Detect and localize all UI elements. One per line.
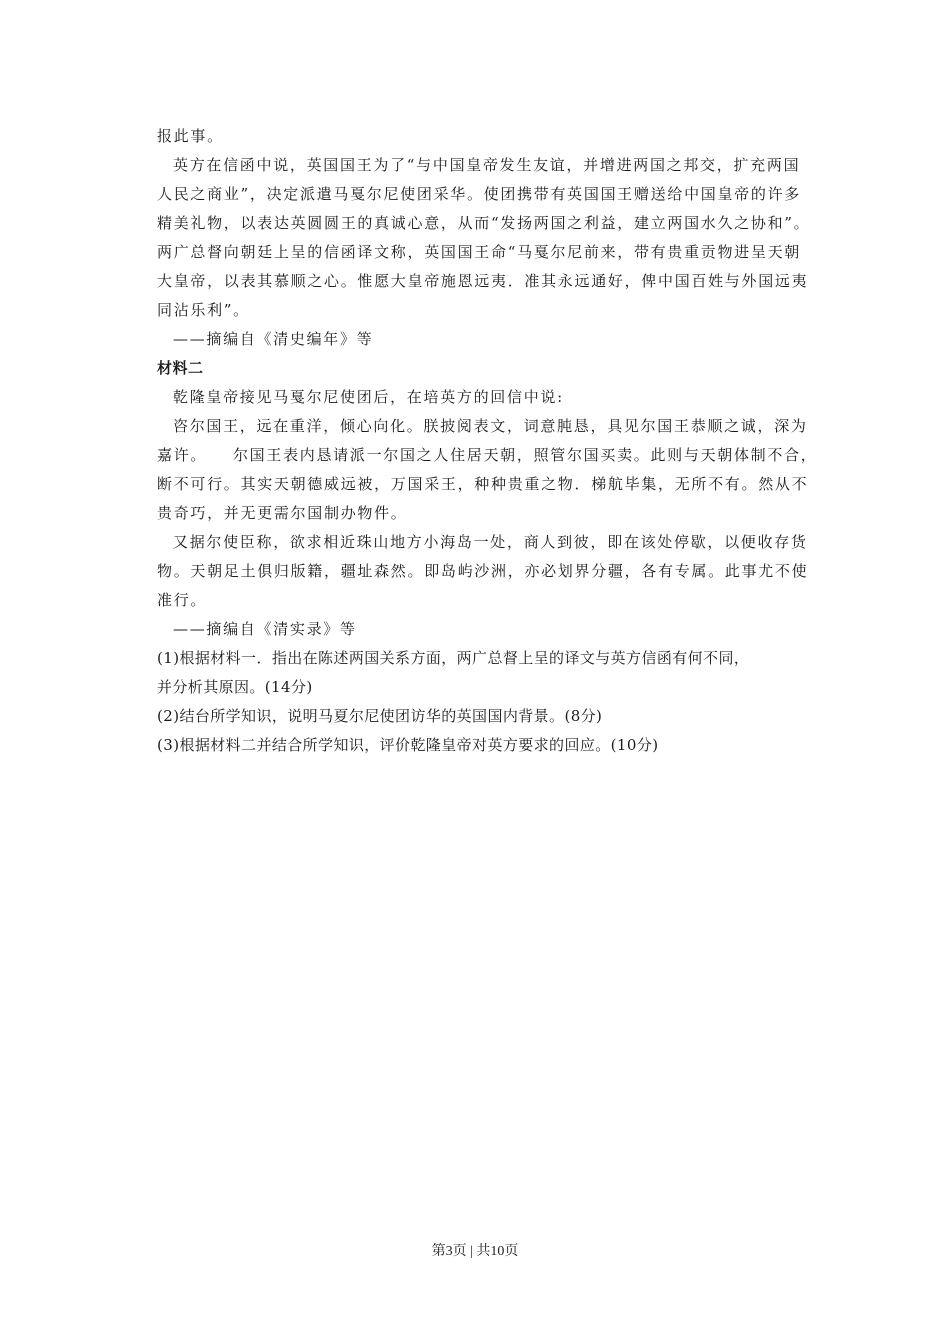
text-line: 贵奇巧，并无更需尔国制办物件。 xyxy=(157,504,408,522)
text-line: 英方在信函中说，英国国王为了“与中国皇帝发生友谊，并增进两国之邦交，扩充两国 xyxy=(173,156,801,174)
page-content xyxy=(157,122,817,760)
question-item: (3)根据材料二并结合所学知识，评价乾隆皇帝对英方要求的回应。(10分) xyxy=(157,736,659,754)
text-line: 准行。 xyxy=(157,591,208,609)
text-line: 同沾乐利”。 xyxy=(157,301,250,319)
text-line: 乾隆皇帝接见马戛尔尼使团后，在培英方的回信中说: xyxy=(173,388,564,406)
page-footer: 第3页 | 共10页 xyxy=(431,1244,519,1259)
text-line: 咨尔国王，远在重洋，倾心向化。朕披阅表文，词意肫恳，具见尔国王恭顺之诚，深为 xyxy=(173,417,808,435)
source-citation: ——摘编自《清实录》等 xyxy=(173,620,357,638)
section-heading: 材料二 xyxy=(157,359,204,377)
text-line: 报此事。 xyxy=(157,127,224,145)
source-citation: ——摘编自《清史编年》等 xyxy=(173,330,374,348)
question-item: 并分析其原因。(14分) xyxy=(157,678,313,696)
text-line: 大皇帝，以表其慕顺之心。惟愿大皇帝施恩远夷．准其永远通好，俾中国百姓与外国远夷 xyxy=(157,272,809,290)
text-line: 嘉许。 尔国王表内恳请派一尔国之人住居天朝，照管尔国买卖。此则与天朝体制不合， xyxy=(157,446,818,464)
text-line: 两广总督向朝廷上呈的信函译文称，英国国王命“马戛尔尼前来，带有贵重贡物进呈天朝 xyxy=(157,243,801,261)
text-line: 人民之商业”，决定派遣马戛尔尼使团采华。使团携带有英国国王赠送给中国皇帝的许多 xyxy=(157,185,801,203)
question-item: (2)结台所学知识，说明马夏尔尼使团访华的英国国内背景。(8分) xyxy=(157,707,603,725)
text-line: 物。天朝足土俱归版籍，疆址森然。即岛屿沙洲，亦必划界分疆，各有专属。此事尤不使 xyxy=(157,562,809,580)
question-item: (1)根据材料一．指出在陈述两国关系方面，两广总督上呈的译文与英方信函有何不同， xyxy=(157,649,750,667)
text-line: 又据尔使臣称，欲求相近珠山地方小海岛一处，商人到彼，即在该处停歇，以便收存货 xyxy=(173,533,808,551)
text-line: 精美礼物，以表达英圆圆王的真诚心意，从而“发扬两国之利益，建立两国水久之协和”。 xyxy=(157,214,811,232)
text-line: 断不可行。其实天朝德威远被，万国采王，种种贵重之物．梯航毕集，无所不有。然从不 xyxy=(157,475,809,493)
